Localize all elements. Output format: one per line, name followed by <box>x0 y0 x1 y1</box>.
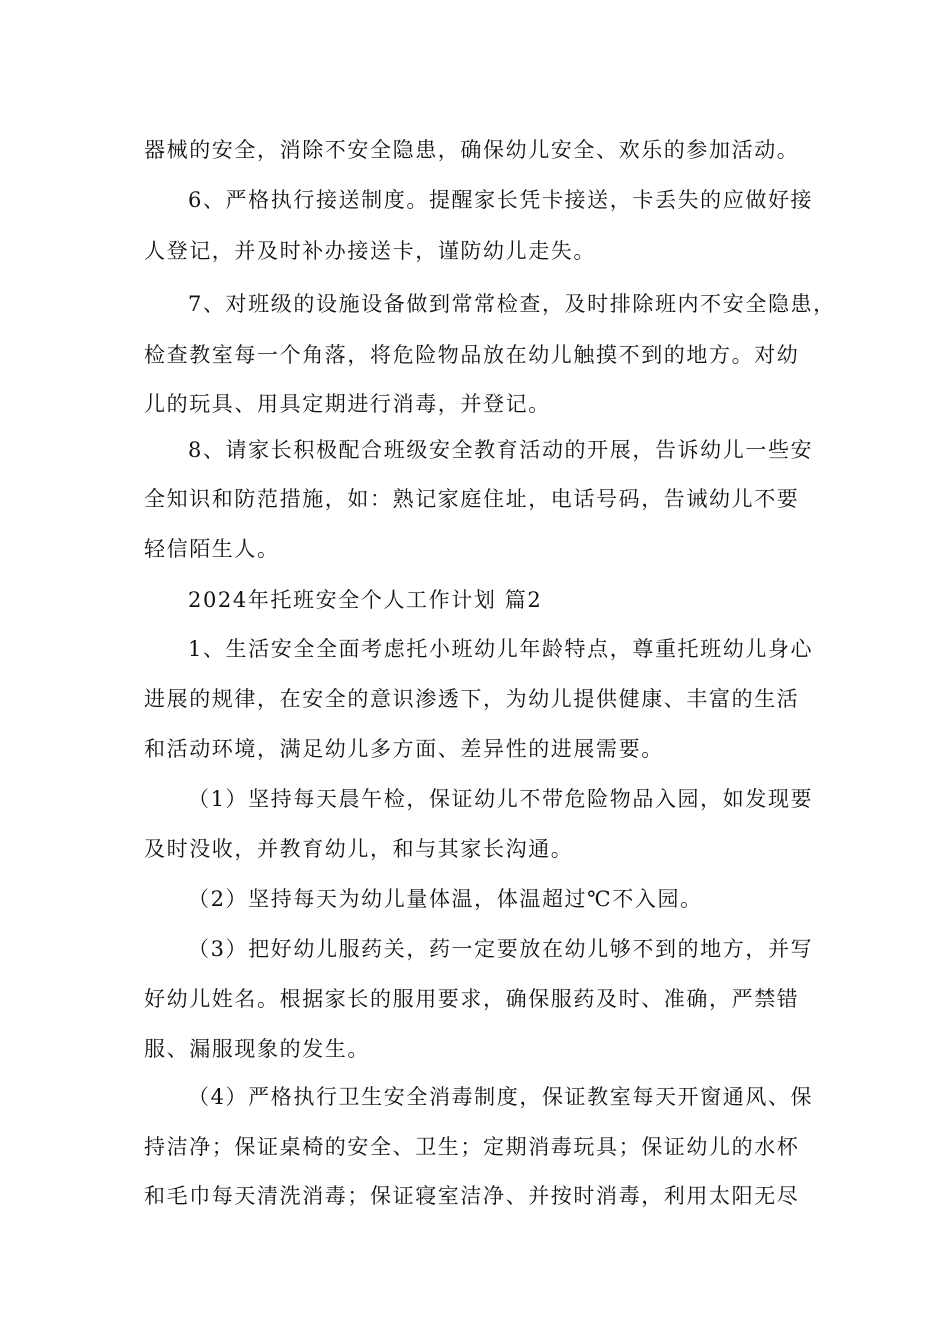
text-line: 儿的玩具、用具定期进行消毒，并登记。 <box>144 392 551 416</box>
text-line: 7、对班级的设施设备做到常常检查，及时排除班内不安全隐患， <box>188 292 836 316</box>
text-line: （4）严格执行卫生安全消毒制度，保证教室每天开窗通风、保 <box>188 1085 814 1109</box>
text-line: 好幼儿姓名。根据家长的服用要求，确保服药及时、准确，严禁错 <box>144 987 800 1011</box>
text-line: （2）坚持每天为幼儿量体温，体温超过℃不入园。 <box>188 887 703 911</box>
text-line: 轻信陌生人。 <box>144 537 280 561</box>
text-line: 持洁净；保证桌椅的安全、卫生；定期消毒玩具；保证幼儿的水杯 <box>144 1135 800 1159</box>
text-line: 服、漏服现象的发生。 <box>144 1037 370 1061</box>
section-heading: 2024年托班安全个人工作计划 篇2 <box>188 588 543 612</box>
text-line: （3）把好幼儿服药关，药一定要放在幼儿够不到的地方，并写 <box>188 937 814 961</box>
text-line: 和活动环境，满足幼儿多方面、差异性的进展需要。 <box>144 737 664 761</box>
text-line: 1、生活安全全面考虑托小班幼儿年龄特点，尊重托班幼儿身心 <box>188 637 814 661</box>
text-line: 6、严格执行接送制度。提醒家长凭卡接送，卡丢失的应做好接 <box>188 188 814 212</box>
text-line: 和毛巾每天清洗消毒；保证寝室洁净、并按时消毒，利用太阳无尽 <box>144 1184 800 1208</box>
text-line: 8、请家长积极配合班级安全教育活动的开展，告诉幼儿一些安 <box>188 438 814 462</box>
text-line: 及时没收，并教育幼儿，和与其家长沟通。 <box>144 837 574 861</box>
text-line: 检查教室每一个角落，将危险物品放在幼儿触摸不到的地方。对幼 <box>144 343 800 367</box>
text-line: 进展的规律，在安全的意识渗透下，为幼儿提供健康、丰富的生活 <box>144 687 800 711</box>
text-line: 器械的安全，消除不安全隐患，确保幼儿安全、欢乐的参加活动。 <box>144 138 800 162</box>
text-line: （1）坚持每天晨午检，保证幼儿不带危险物品入园，如发现要 <box>188 787 814 811</box>
text-line: 人登记，并及时补办接送卡，谨防幼儿走失。 <box>144 239 596 263</box>
text-line: 全知识和防范措施，如：熟记家庭住址，电话号码，告诫幼儿不要 <box>144 487 800 511</box>
